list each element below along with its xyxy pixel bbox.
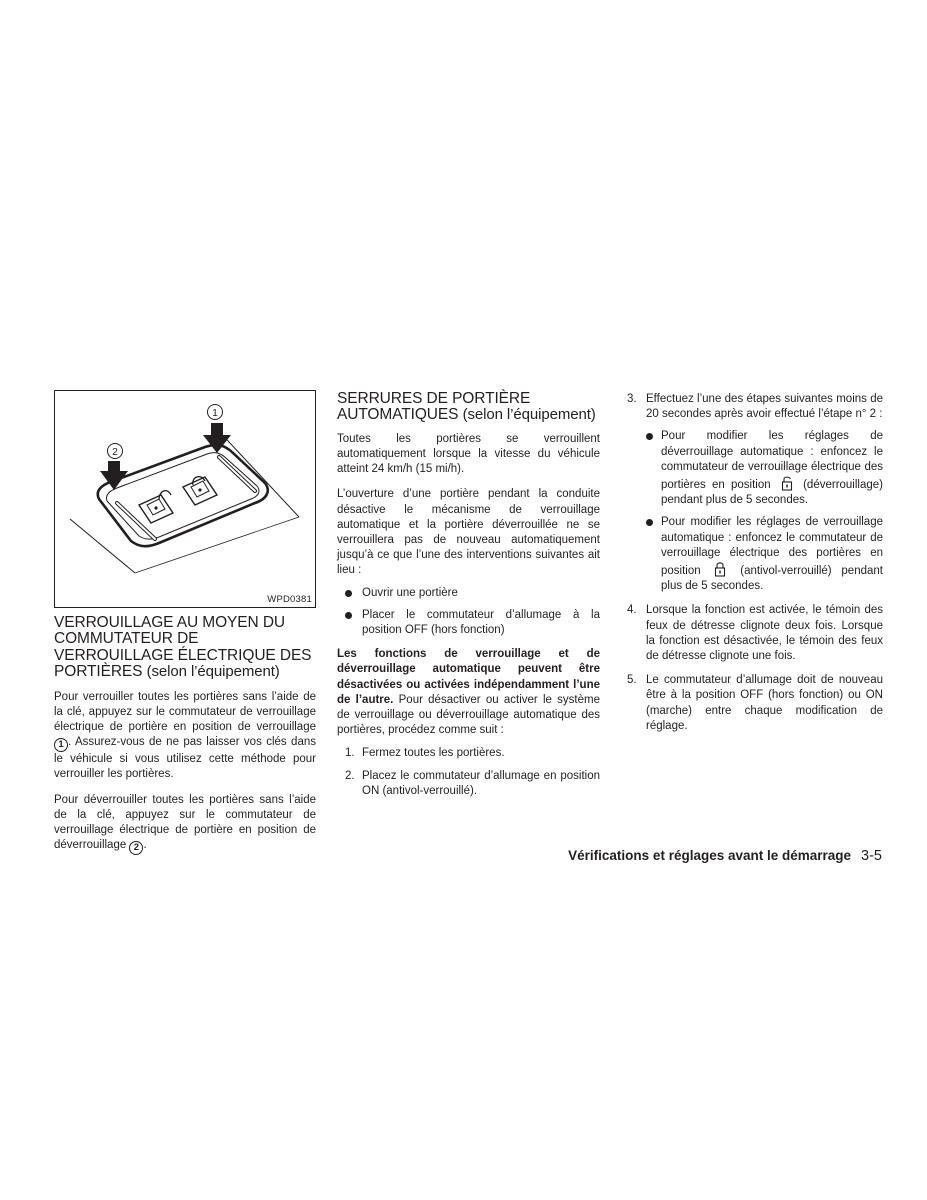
list-item	[646, 429, 883, 508]
heading-text: SERRURES DE PORTIÈRE AUTOMATIQUES	[337, 390, 531, 424]
step-text: Lorsque la fonction est activée, le témoin des feux de détresse clignote deux fois. Lorsque la fonction est désactivée, le témoin des feux de détresse clignote une fois.	[646, 604, 883, 663]
door-lock-switch-illustration	[54, 390, 316, 608]
list-item-text: Pour modifier les réglages de verrouillage automatique : enfoncez le commutateur de verrouillage électrique des portières en position	[661, 516, 883, 578]
step-text: Placez le commutateur d’allumage en position ON (antivol-verrouillé).	[362, 769, 600, 797]
step-number: 4.	[627, 604, 637, 617]
callout-ref-1: 1	[54, 738, 68, 752]
step-item	[627, 392, 883, 594]
footer-section-title: Vérifications et réglages avant le démarrage	[568, 848, 852, 863]
heading-suffix: (selon l’équipement)	[462, 406, 596, 424]
switch-drawing	[55, 391, 317, 609]
step-text: Fermez toutes les portières.	[362, 747, 505, 760]
list-item-text: Placer le commutateur d’allumage à la position OFF (hors fonction)	[362, 608, 600, 637]
page-number: 3-5	[861, 848, 882, 864]
bullet-icon	[345, 590, 352, 597]
paragraph-lock	[54, 690, 316, 783]
svg-text:1: 1	[212, 408, 218, 419]
figure-code: WPD0381	[267, 594, 312, 605]
steps-list	[337, 746, 600, 799]
unlock-icon	[781, 475, 793, 491]
paragraph-auto-lock-speed: Toutes les portières se verrouillent automatiquement lorsque la vitesse du véhicule atteint 24 km/h (15 mi/h).	[337, 432, 600, 476]
step-number: 1.	[345, 747, 355, 760]
bullet-list	[337, 586, 600, 639]
heading-text: VERROUILLAGE AU MOYEN DU COMMUTATEUR DE VERROUILLAGE ÉLECTRIQUE DES PORTIÈRES	[54, 614, 312, 681]
middle-column	[337, 391, 600, 806]
step-number: 2.	[345, 769, 355, 782]
step-text: Effectuez l’une des étapes suivantes moins de 20 secondes après avoir effectué l’étape n° 2 :	[646, 393, 883, 421]
step-text: Le commutateur d’allumage doit de nouveau être à la position OFF (hors fonction) ou ON (marche) entre chaque modification de réglage.	[646, 674, 883, 732]
list-item	[646, 515, 883, 594]
step-item	[337, 746, 600, 761]
step-item	[627, 673, 883, 734]
list-item-text: (antivol-verrouillé) pendant plus de 5 secondes.	[661, 565, 883, 593]
page-footer	[568, 848, 882, 864]
list-item	[337, 608, 600, 638]
list-item-text: Ouvrir une portière	[362, 586, 458, 599]
bullet-icon	[646, 433, 653, 440]
steps-list	[627, 392, 883, 734]
sub-bullet-list	[646, 429, 883, 594]
paragraph-text: . Assurez-vous de ne pas laisser vos clés dans le véhicule si vous utilisez cette méthode pour verrouiller les portières.	[54, 736, 316, 781]
bold-text: Les fonctions de verrouillage et de déverrouillage automatique peuvent être désactivées ou activées indépendamment l’une de l’autre.	[337, 648, 600, 706]
paragraph-unlock	[54, 793, 316, 856]
left-column	[54, 390, 316, 855]
paragraph-text: .	[143, 839, 147, 852]
heading-suffix: (selon l’équipement)	[146, 663, 280, 681]
svg-text:2: 2	[112, 447, 118, 458]
right-column	[627, 392, 883, 743]
section-heading-power-lock	[54, 615, 316, 681]
lock-icon	[714, 561, 726, 577]
paragraph-text: Pour déverrouiller toutes les portières sans l’aide de la clé, appuyez sur le commutateur de verrouillage électrique de portière en position de déverrouillage	[54, 793, 316, 852]
bullet-icon	[345, 612, 352, 619]
paragraph-functions	[337, 647, 600, 738]
paragraph-door-open: L’ouverture d’une portière pendant la conduite désactive le mécanisme de verrouillage automatique et la portière déverrouillée ne se verrouillera pas de nouveau automatiquement jusqu’à ce que l’une des interventions suivantes ait lieu :	[337, 488, 600, 577]
paragraph-text: Pour désactiver ou activer le système de verrouillage ou déverrouillage automatique des portières, procédez comme suit :	[337, 693, 600, 737]
step-item	[337, 769, 600, 799]
list-item	[337, 586, 600, 601]
paragraph-text: Pour verrouiller toutes les portières sans l’aide de la clé, appuyez sur le commutateur de verrouillage électrique de portière en position de verrouillage	[54, 690, 316, 734]
callout-ref-2: 2	[129, 841, 143, 855]
section-heading-auto-locks	[337, 391, 600, 424]
step-number: 3.	[627, 393, 637, 405]
step-item	[627, 603, 883, 664]
list-item-text: Pour modifier les réglages de déverrouillage automatique : enfoncez le commutateur de verrouillage électrique des portières en position	[661, 430, 883, 492]
step-number: 5.	[627, 674, 637, 687]
list-item-text: (déverrouillage) pendant plus de 5 secondes.	[661, 479, 883, 507]
bullet-icon	[646, 519, 653, 526]
